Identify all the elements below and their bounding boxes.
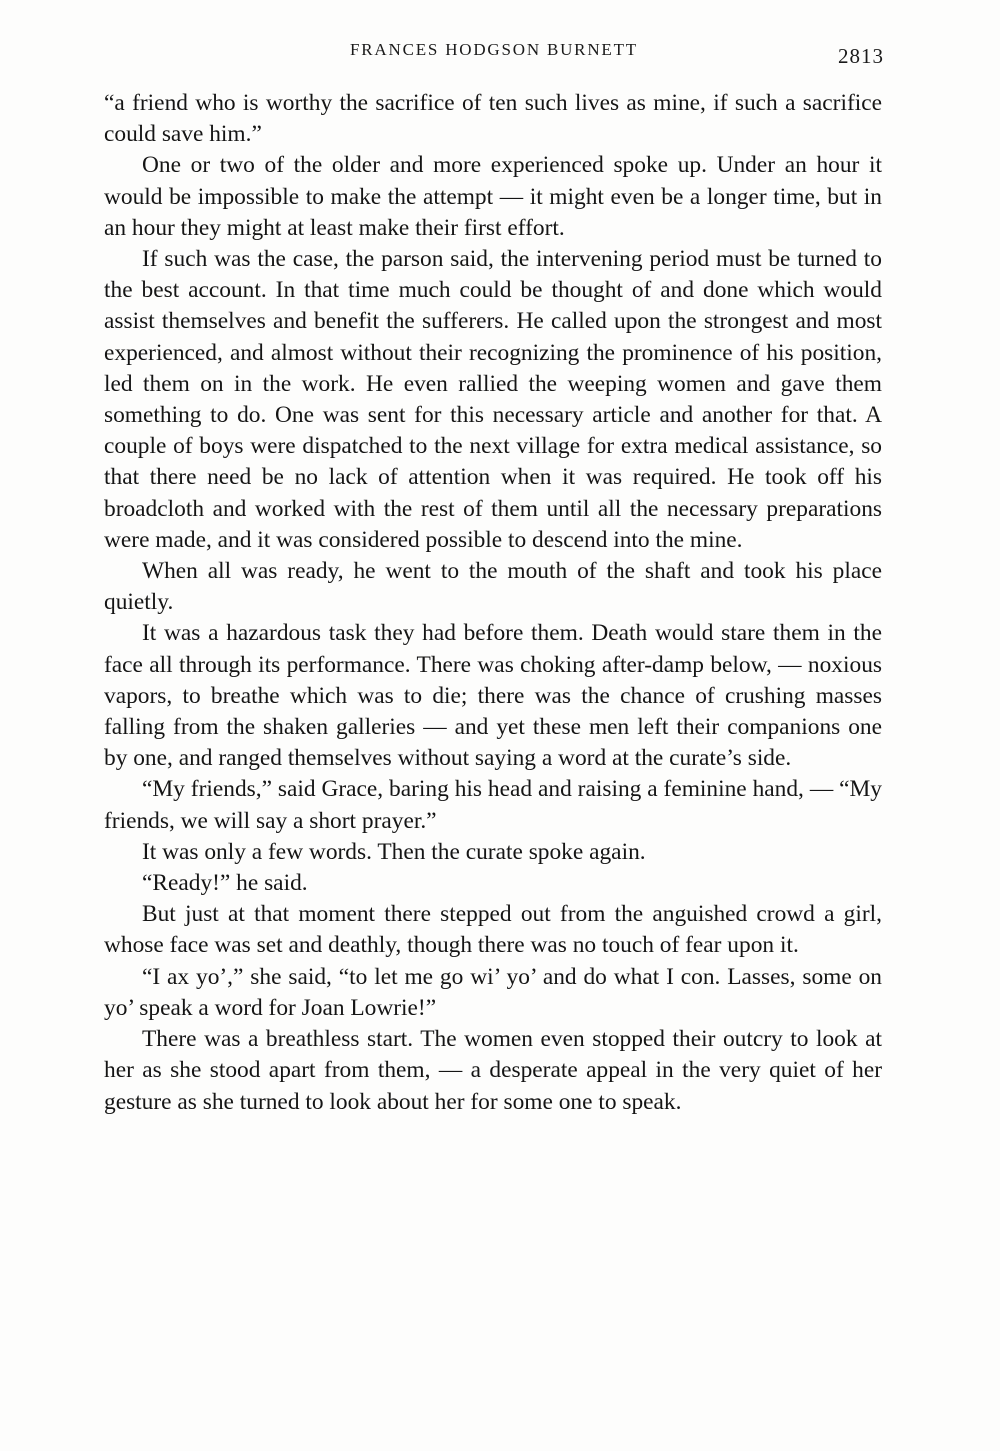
paragraph: There was a breathless start. The women even stopped their outcry to look at her as she stood apart from them, — a desperate appeal in the very quiet of her gesture as she turned to look about her for some one to speak. (104, 1026, 882, 1115)
paragraph: One or two of the older and more experienced spoke up. Under an hour it would be impossible to make the attempt — it might even be a longer time, but in an hour they might at least make their first effort. (104, 152, 882, 241)
running-title: FRANCES HODGSON BURNETT (350, 40, 638, 59)
paragraph: But just at that moment there stepped out from the anguished crowd a girl, whose face was set and deathly, though there was no touch of fear upon it. (104, 901, 882, 959)
paragraph: “I ax yo’,” she said, “to let me go wi’ yo’ and do what I con. Lasses, some on yo’ speak a word for Joan Lowrie!” (104, 963, 882, 1021)
paragraph: It was a hazardous task they had before them. Death would stare them in the face all through its performance. There was choking after-damp below, — noxious vapors, to breathe which was to die; there was the chance of crushing masses falling from the shaken galleries — and yet these men left their companions one by one, and ranged themselves without saying a word at the curate’s side. (104, 620, 882, 772)
running-head (104, 40, 884, 70)
paragraph: “a friend who is worthy the sacrifice of ten such lives as mine, if such a sacrifice could save him.” (104, 90, 882, 148)
paragraph: When all was ready, he went to the mouth of the shaft and took his place quietly. (104, 558, 882, 616)
paragraph: “Ready!” he said. (142, 870, 308, 897)
paragraph: It was only a few words. Then the curate spoke again. (142, 838, 646, 865)
paragraph: If such was the case, the parson said, the intervening period must be turned to the best account. In that time much could be thought of and done which would assist themselves and benefit the sufferers. He called upon the strongest and most experienced, and almost without their recognizing the prominence of his position, led them on in the work. He even rallied the weeping women and gave them something to do. One was sent for this necessary article and another for that. A couple of boys were dispatched to the next village for extra medical assistance, so that there need be no lack of attention when it was required. He took off his broadcloth and worked with the rest of them until all the necessary preparations were made, and it was considered possible to descend into the mine. (104, 246, 882, 553)
body-text (104, 88, 882, 1118)
page-number: 2813 (838, 44, 884, 68)
paragraph: “My friends,” said Grace, baring his head and raising a feminine hand, — “My friends, we will say a short prayer.” (104, 776, 882, 834)
